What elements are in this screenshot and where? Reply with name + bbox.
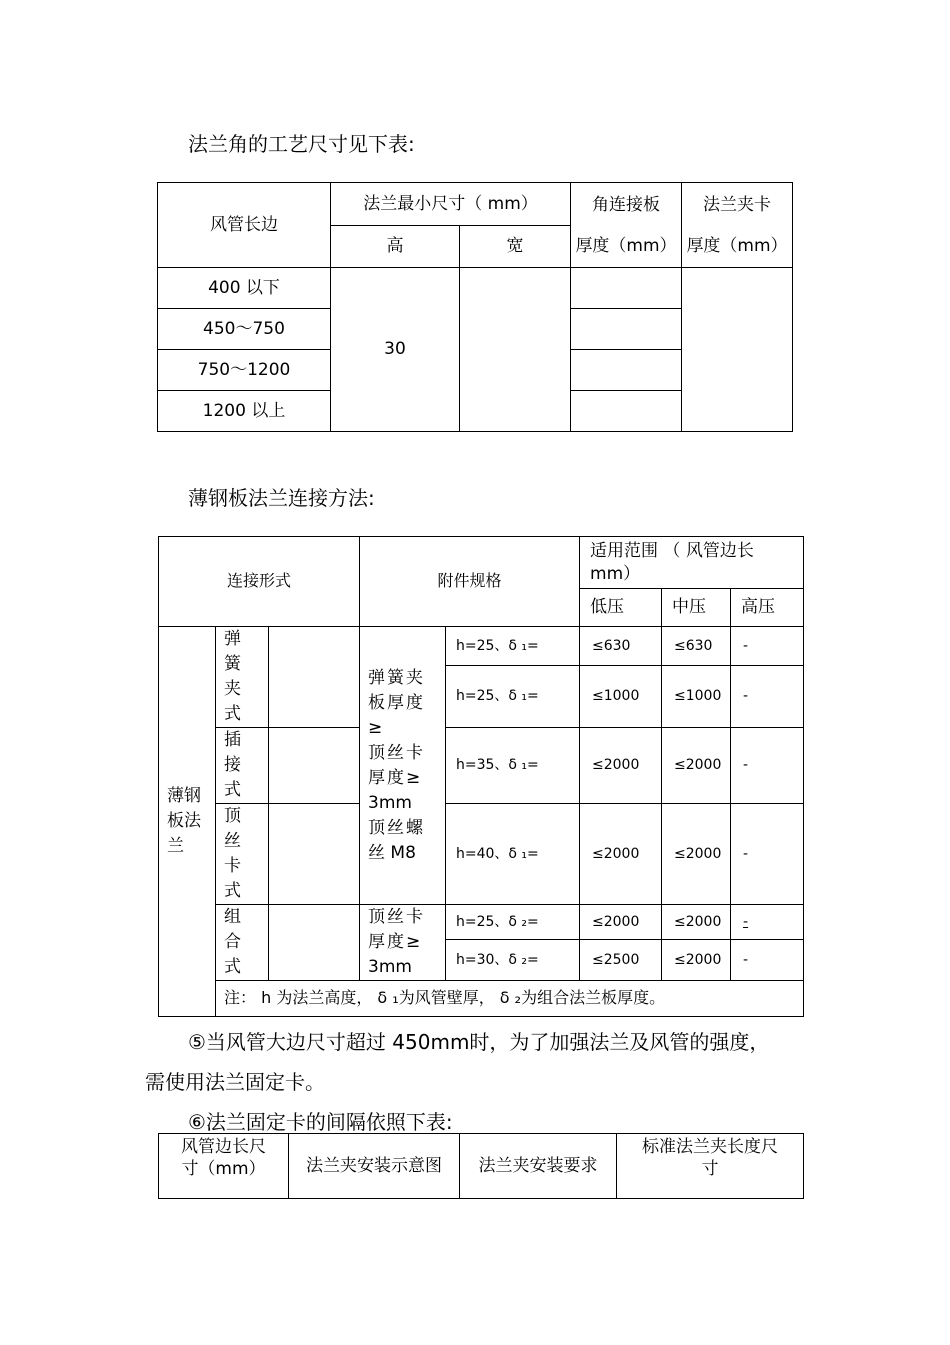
corner-cell (571, 309, 682, 350)
col-flange-clip: 法兰夹卡 厚度（mm） (682, 183, 793, 268)
col-flange-min-size: 法兰最小尺寸（ mm） (331, 183, 571, 226)
table-row-label: 400 以下 (158, 268, 331, 309)
table-row-label: 750～1200 (158, 350, 331, 391)
height-value: 30 (331, 268, 460, 432)
heading-clip-spacing: ⑥法兰固定卡的间隔依照下表: (188, 1110, 453, 1134)
corner-cell (571, 391, 682, 432)
mid-value: ≤2000 (662, 940, 731, 981)
h-delta: h=25、δ ₂= (446, 905, 580, 940)
mid-value: ≤630 (662, 627, 731, 666)
clip-cell (682, 268, 793, 432)
col-accessory-spec: 附件规格 (360, 537, 580, 627)
heading-connection-method: 薄钢板法兰连接方法: (188, 486, 375, 510)
h-delta: h=35、δ ₁= (446, 728, 580, 804)
high-value: - (731, 627, 804, 666)
high-value: - (731, 804, 804, 905)
blank-cell (269, 627, 360, 728)
mid-value: ≤2000 (662, 905, 731, 940)
col-connection-form: 连接形式 (159, 537, 360, 627)
clip-spacing-table (158, 1133, 804, 1199)
type-insert: 插 接 式 (216, 728, 269, 804)
col-install-diagram: 法兰夹安装示意图 (289, 1134, 460, 1199)
col-high: 高 (331, 225, 460, 268)
h-delta: h=25、δ ₁= (446, 627, 580, 666)
col-corner-plate: 角连接板 厚度（mm） (571, 183, 682, 268)
connection-method-table (158, 536, 804, 1017)
col-duct-long-side: 风管长边 (158, 183, 331, 268)
flange-angle-table (157, 182, 793, 432)
type-spring-clip: 弹 簧 夹 式 (216, 627, 269, 728)
low-value: ≤630 (580, 627, 662, 666)
high-value: - (731, 905, 804, 940)
col-install-requirements: 法兰夹安装要求 (460, 1134, 617, 1199)
mid-value: ≤2000 (662, 728, 731, 804)
h-delta: h=25、δ ₁= (446, 665, 580, 727)
low-value: ≤1000 (580, 665, 662, 727)
low-value: ≤2000 (580, 905, 662, 940)
low-value: ≤2000 (580, 728, 662, 804)
h-delta: h=40、δ ₁= (446, 804, 580, 905)
blank-cell (269, 728, 360, 804)
col-high-pressure: 高压 (731, 589, 804, 627)
paragraph-line-2: 需使用法兰固定卡。 (145, 1070, 325, 1094)
high-value: - (731, 940, 804, 981)
col-applicable-range: 适用范围 （ 风管边长 mm） (580, 537, 804, 589)
col-standard-clip-length: 标准法兰夹长度尺 寸 (617, 1134, 804, 1199)
width-cell (460, 268, 571, 432)
type-top-screw-clip: 顶 丝 卡 式 (216, 804, 269, 905)
table-row-label: 1200 以上 (158, 391, 331, 432)
high-value: - (731, 665, 804, 727)
col-duct-side-size: 风管边长尺 寸（mm） (159, 1134, 289, 1199)
spec-combined: 顶丝卡 厚度≥ 3mm (360, 905, 446, 981)
low-value: ≤2500 (580, 940, 662, 981)
table-row-label: 450～750 (158, 309, 331, 350)
heading-flange-angle: 法兰角的工艺尺寸见下表: (188, 132, 415, 156)
blank-cell (269, 905, 360, 981)
type-combined: 组 合 式 (216, 905, 269, 981)
spec-spring-clip: 弹簧夹 板厚度 ≥ 顶丝卡 厚度≥ 3mm 顶丝螺 丝 M8 (360, 627, 446, 905)
paragraph-line-1: ⑤当风管大边尺寸超过 450mm时，为了加强法兰及风管的强度， (188, 1030, 770, 1054)
col-wide: 宽 (460, 225, 571, 268)
mid-value: ≤2000 (662, 804, 731, 905)
high-value: - (731, 728, 804, 804)
group-thin-steel-flange: 薄钢 板法 兰 (159, 627, 216, 1017)
table-note: 注： h 为法兰高度， δ ₁为风管壁厚， δ ₂为组合法兰板厚度。 (216, 981, 804, 1017)
mid-value: ≤1000 (662, 665, 731, 727)
col-mid-pressure: 中压 (662, 589, 731, 627)
h-delta: h=30、δ ₂= (446, 940, 580, 981)
col-low-pressure: 低压 (580, 589, 662, 627)
corner-cell (571, 268, 682, 309)
low-value: ≤2000 (580, 804, 662, 905)
corner-cell (571, 350, 682, 391)
blank-cell (269, 804, 360, 905)
